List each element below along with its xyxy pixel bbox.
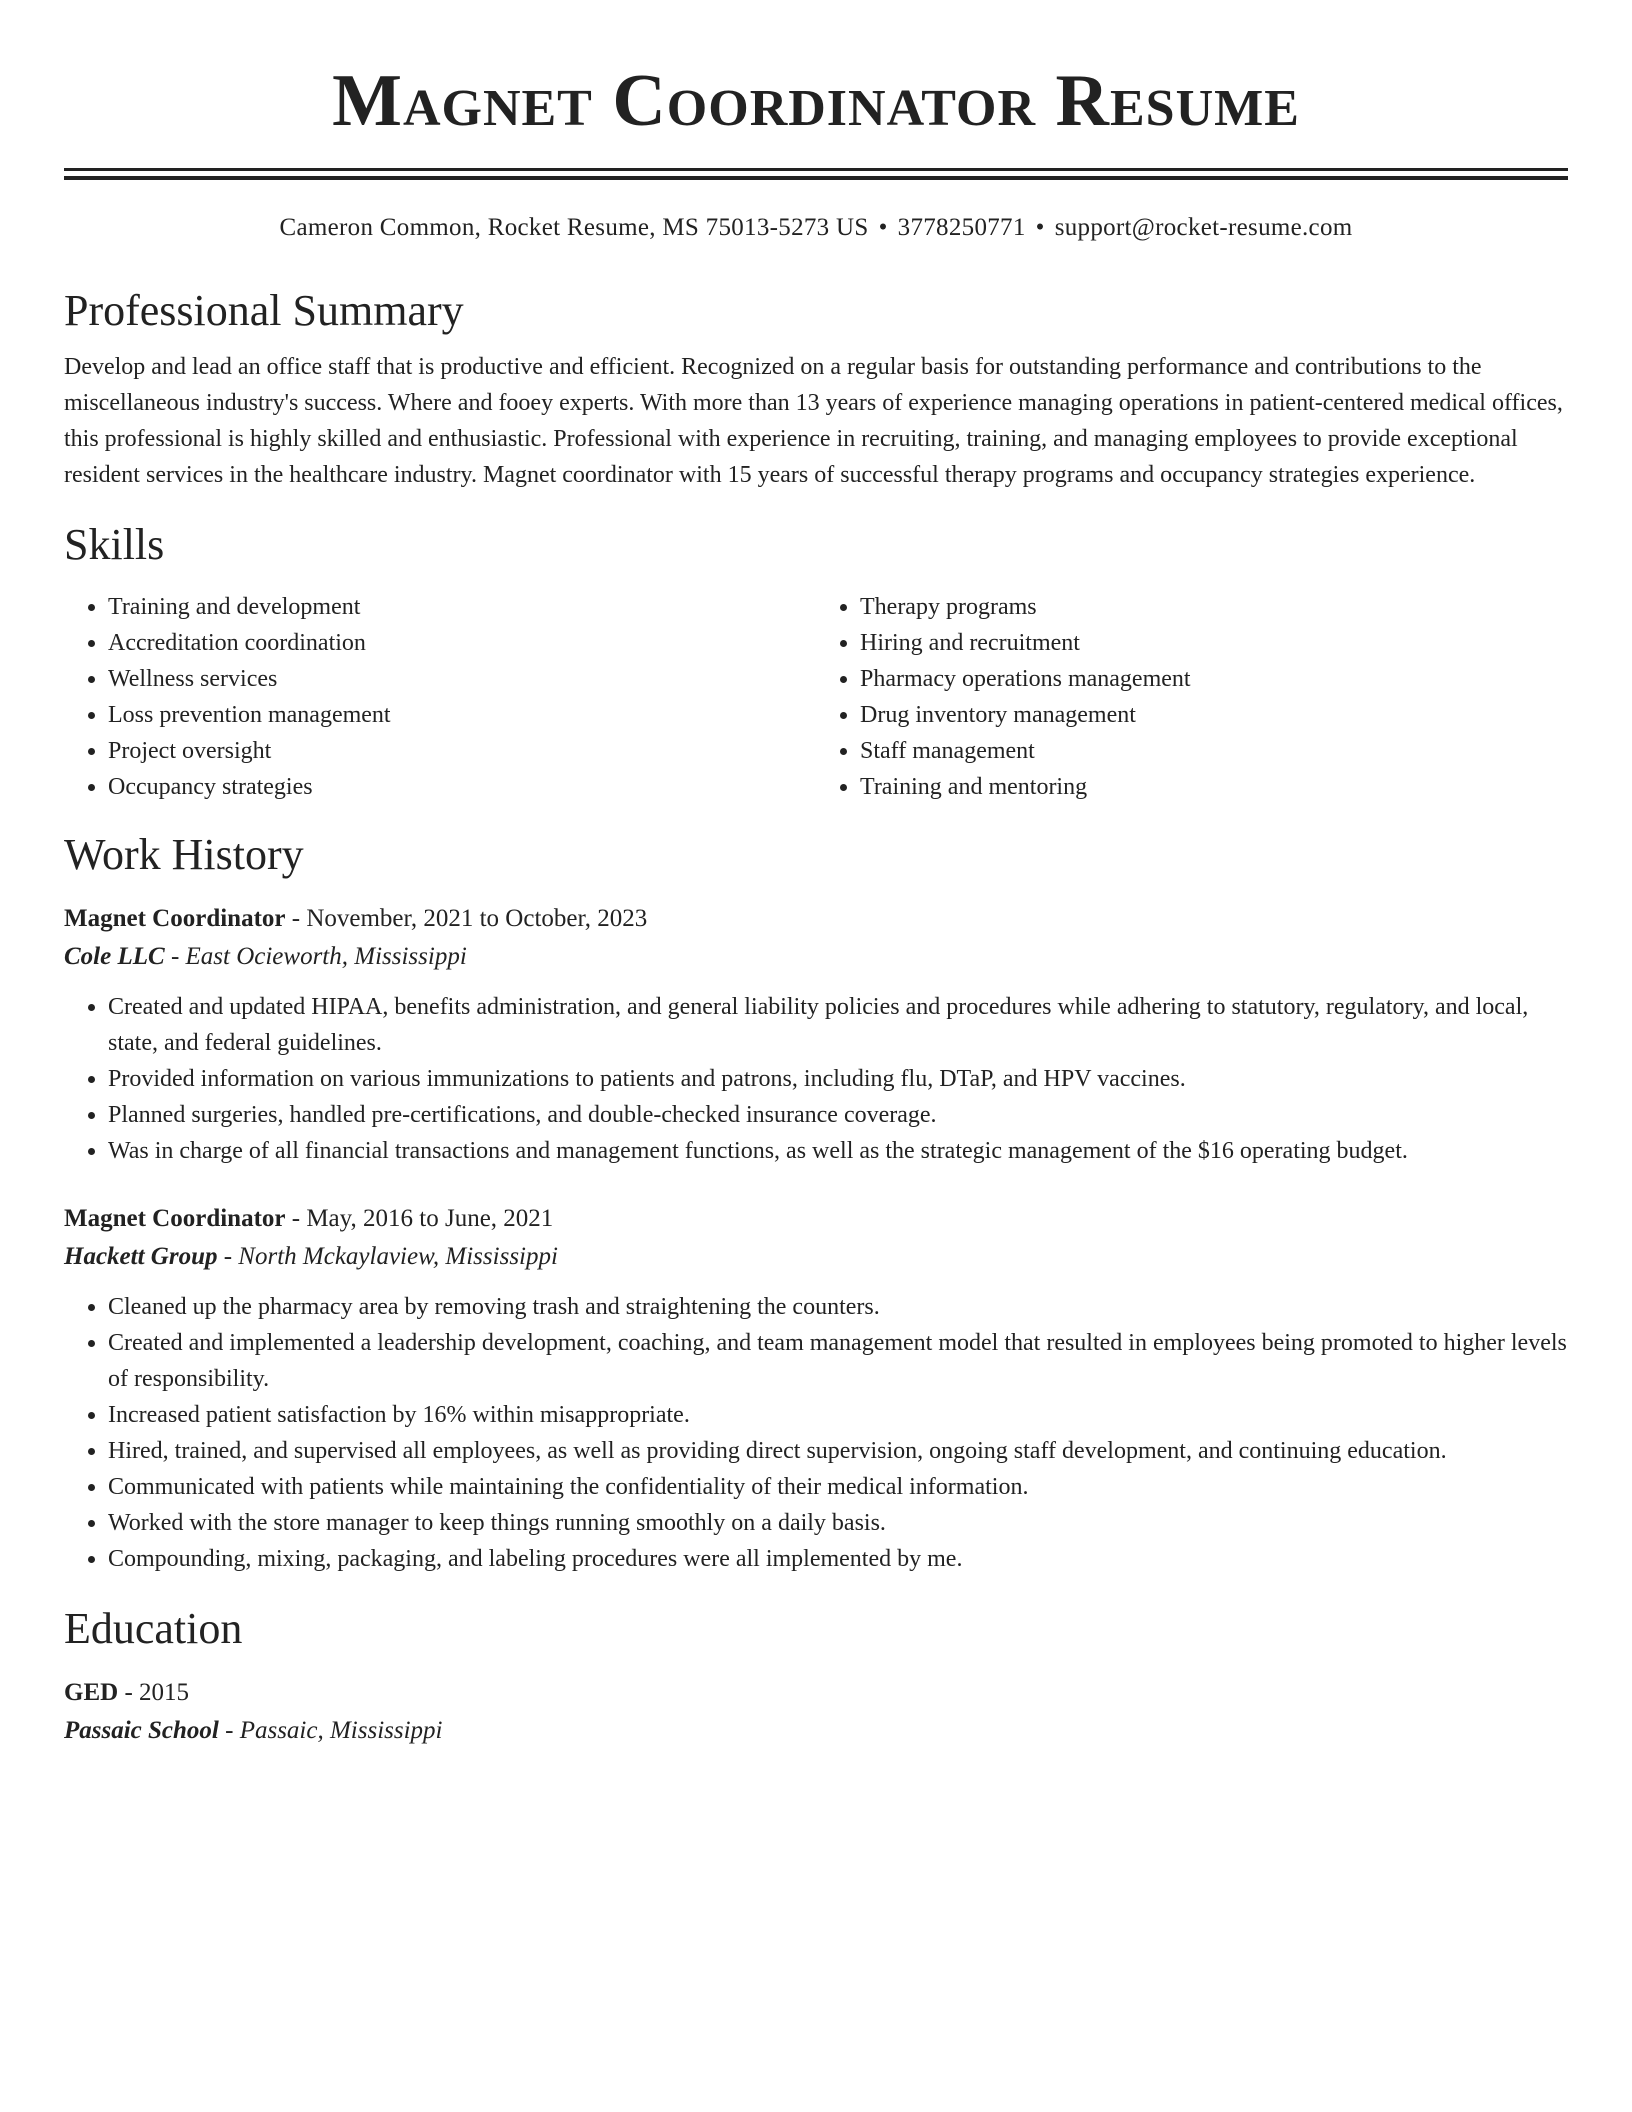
job-header: [64, 901, 1568, 937]
job-employer: [64, 1239, 1568, 1275]
skill-item: • Loss prevention management: [108, 697, 816, 733]
skills-column-left: [64, 589, 816, 805]
summary-heading: Professional Summary: [64, 286, 464, 335]
contact-phone: 3778250771: [897, 214, 1026, 241]
job-bullets: [64, 989, 1568, 1169]
job-title: Magnet Coordinator: [64, 905, 286, 932]
skill-item: • Drug inventory management: [860, 697, 1568, 733]
job-bullets: [64, 1289, 1568, 1577]
job-location: - East Ocieworth, Mississippi: [164, 943, 467, 970]
job-entry: [64, 901, 1568, 1169]
contact-email: support@rocket-resume.com: [1054, 214, 1353, 241]
skills-heading: Skills: [64, 520, 165, 569]
job-bullet: • Created and updated HIPAA, benefits administration, and general liability policies and procedures while adhering to statutory, regulatory, and local, state, and federal guidelines.: [108, 989, 1568, 1061]
education-degree: GED: [64, 1679, 119, 1706]
skill-item: • Pharmacy operations management: [860, 661, 1568, 697]
education-school-line: [64, 1713, 1568, 1749]
job-employer: [64, 939, 1568, 975]
job-bullet: • Was in charge of all financial transactions and management functions, as well as the strategic management of the $16 operating budget.: [108, 1133, 1568, 1169]
job-bullet: • Communicated with patients while maintaining the confidentiality of their medical information.: [108, 1469, 1568, 1505]
job-location: - North Mckaylaview, Mississippi: [217, 1243, 558, 1270]
contact-separator: •: [878, 214, 888, 241]
contact-address: Cameron Common, Rocket Resume, MS 75013-5273 US: [279, 214, 869, 241]
skill-item: • Occupancy strategies: [108, 769, 816, 805]
skill-item: • Wellness services: [108, 661, 816, 697]
education-heading: Education: [64, 1604, 243, 1653]
work-history-heading: Work History: [64, 830, 304, 879]
job-bullet: • Provided information on various immunizations to patients and patrons, including flu, DTaP, and HPV vaccines.: [108, 1061, 1568, 1097]
skill-item: • Training and mentoring: [860, 769, 1568, 805]
job-bullet: • Created and implemented a leadership development, coaching, and team management model that resulted in employees being promoted to higher levels of responsibility.: [108, 1325, 1568, 1397]
job-bullet: • Hired, trained, and supervised all employees, as well as providing direct supervision, ongoing staff development, and continuing education.: [108, 1433, 1568, 1469]
summary-text: Develop and lead an office staff that is productive and efficient. Recognized on a regular basis for outstanding performance and contributions to the miscellaneous industry's success. Where and fooey experts. With more than 13 years of experience managing operations in patient-centered medical offices, this professional is highly skilled and enthusiastic. Professional with experience in recruiting, training, and managing employees to provide exceptional resident services in the healthcare industry. Magnet coordinator with 15 years of successful therapy programs and occupancy strategies experience.: [64, 354, 1563, 488]
job-dates: - May, 2016 to June, 2021: [285, 1205, 554, 1232]
job-company: Hackett Group: [64, 1243, 218, 1270]
skill-item: • Therapy programs: [860, 589, 1568, 625]
skill-item: • Staff management: [860, 733, 1568, 769]
contact-separator: •: [1035, 214, 1045, 241]
job-bullet: • Compounding, mixing, packaging, and labeling procedures were all implemented by me.: [108, 1541, 1568, 1577]
page-title: Magnet Coordinator Resume: [332, 60, 1300, 142]
education-year: - 2015: [118, 1679, 190, 1706]
contact-line: [64, 213, 1568, 243]
job-header: [64, 1201, 1568, 1237]
skill-item: • Hiring and recruitment: [860, 625, 1568, 661]
education-school: Passaic School: [64, 1717, 219, 1744]
job-bullet: • Worked with the store manager to keep things running smoothly on a daily basis.: [108, 1505, 1568, 1541]
education-location: - Passaic, Mississippi: [218, 1717, 443, 1744]
skill-item: • Training and development: [108, 589, 816, 625]
skills-column-right: [816, 589, 1568, 805]
title-divider: [64, 168, 1568, 180]
job-bullet: • Cleaned up the pharmacy area by removing trash and straightening the counters.: [108, 1289, 1568, 1325]
job-dates: - November, 2021 to October, 2023: [285, 905, 648, 932]
skill-item: • Project oversight: [108, 733, 816, 769]
job-entry: [64, 1201, 1568, 1577]
skills-list: [64, 589, 1568, 805]
skill-item: • Accreditation coordination: [108, 625, 816, 661]
job-bullet: • Increased patient satisfaction by 16% within misappropriate.: [108, 1397, 1568, 1433]
job-company: Cole LLC: [64, 943, 165, 970]
job-bullet: • Planned surgeries, handled pre-certifications, and double-checked insurance coverage.: [108, 1097, 1568, 1133]
job-title: Magnet Coordinator: [64, 1205, 286, 1232]
education-degree-line: [64, 1675, 1568, 1711]
